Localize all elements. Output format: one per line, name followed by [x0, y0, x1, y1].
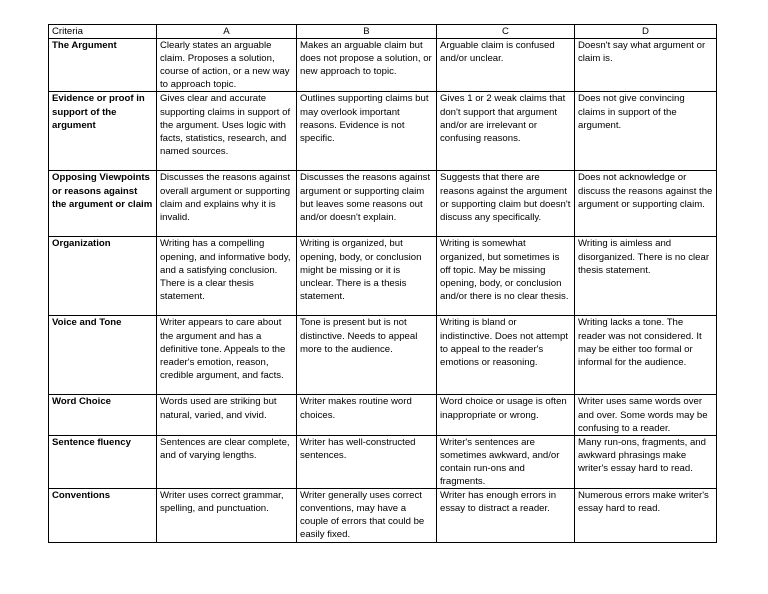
grade-d-cell: Writer uses same words over and over. Some words may be confusing to a reader.	[575, 395, 717, 435]
grade-d-cell: Numerous errors make writer's essay hard to read.	[575, 489, 717, 542]
grade-a-cell: Writer appears to care about the argument and has a definitive tone. Appeals to the reader's emotion, reason, credible argument, and facts.	[157, 316, 297, 395]
table-row	[49, 39, 717, 92]
header-row	[49, 25, 717, 39]
grade-a-cell: Words used are striking but natural, varied, and vivid.	[157, 395, 297, 435]
header-grade-d: D	[575, 25, 717, 39]
header-grade-c: C	[437, 25, 575, 39]
header-grade-a: A	[157, 25, 297, 39]
grade-d-cell: Many run-ons, fragments, and awkward phrasings make writer's essay hard to read.	[575, 435, 717, 488]
grade-c-cell: Arguable claim is confused and/or unclear.	[437, 39, 575, 92]
grade-a-cell: Writing has a compelling opening, and informative body, and a satisfying conclusion. There is a clear thesis statement.	[157, 237, 297, 316]
table-row	[49, 316, 717, 395]
grade-a-cell: Clearly states an arguable claim. Proposes a solution, course of action, or a new way to approach topic.	[157, 39, 297, 92]
grade-a-cell: Writer uses correct grammar, spelling, and punctuation.	[157, 489, 297, 542]
table-row	[49, 171, 717, 237]
grade-c-cell: Writer's sentences are sometimes awkward, and/or contain run-ons and fragments.	[437, 435, 575, 488]
grade-b-cell: Discusses the reasons against argument or supporting claim but leaves some reasons out and/or doesn't explain.	[297, 171, 437, 237]
criteria-label: Sentence fluency	[49, 435, 157, 488]
grade-b-cell: Writer generally uses correct conventions, may have a couple of errors that could be easily fixed.	[297, 489, 437, 542]
grade-b-cell: Tone is present but is not distinctive. Needs to appeal more to the audience.	[297, 316, 437, 395]
grade-d-cell: Does not acknowledge or discuss the reasons against the argument or supporting claim.	[575, 171, 717, 237]
grade-a-cell: Gives clear and accurate supporting claims in support of the argument. Uses logic with facts, statistics, research, and named sources.	[157, 92, 297, 171]
header-criteria: Criteria	[49, 25, 157, 39]
grade-d-cell: Writing is aimless and disorganized. There is no clear thesis statement.	[575, 237, 717, 316]
table-row	[49, 92, 717, 171]
grade-b-cell: Outlines supporting claims but may overlook important reasons. Evidence is not specific.	[297, 92, 437, 171]
table-row	[49, 435, 717, 488]
grade-b-cell: Writer makes routine word choices.	[297, 395, 437, 435]
grade-c-cell: Gives 1 or 2 weak claims that don't support that argument and/or are irrelevant or confusing reasons.	[437, 92, 575, 171]
grade-b-cell: Writer has well-constructed sentences.	[297, 435, 437, 488]
grade-c-cell: Word choice or usage is often inappropriate or wrong.	[437, 395, 575, 435]
grade-a-cell: Sentences are clear complete, and of varying lengths.	[157, 435, 297, 488]
rubric-table	[48, 24, 717, 543]
criteria-label: Evidence or proof in support of the argument	[49, 92, 157, 171]
grade-d-cell: Writing lacks a tone. The reader was not considered. It may be either too formal or informal for the audience.	[575, 316, 717, 395]
header-grade-b: B	[297, 25, 437, 39]
grade-c-cell: Suggests that there are reasons against the argument or supporting claim but doesn't discuss any specifically.	[437, 171, 575, 237]
table-row	[49, 489, 717, 542]
rubric-header	[49, 25, 717, 39]
grade-a-cell: Discusses the reasons against overall argument or supporting claim and explains why it is invalid.	[157, 171, 297, 237]
criteria-label: Voice and Tone	[49, 316, 157, 395]
criteria-label: Word Choice	[49, 395, 157, 435]
grade-c-cell: Writing is somewhat organized, but sometimes is off topic. May be missing opening, body, or conclusion and/or there is no clear thesis.	[437, 237, 575, 316]
grade-c-cell: Writer has enough errors in essay to distract a reader.	[437, 489, 575, 542]
criteria-label: Opposing Viewpoints or reasons against the argument or claim	[49, 171, 157, 237]
table-row	[49, 395, 717, 435]
grade-d-cell: Does not give convincing claims in support of the argument.	[575, 92, 717, 171]
criteria-label: Organization	[49, 237, 157, 316]
criteria-label: The Argument	[49, 39, 157, 92]
criteria-label: Conventions	[49, 489, 157, 542]
grade-d-cell: Doesn't say what argument or claim is.	[575, 39, 717, 92]
table-row	[49, 237, 717, 316]
rubric-body	[49, 39, 717, 542]
grade-c-cell: Writing is bland or indistinctive. Does not attempt to appeal to the reader's emotions or reasoning.	[437, 316, 575, 395]
grade-b-cell: Writing is organized, but opening, body, or conclusion might be missing or it is unclear. There is a thesis statement.	[297, 237, 437, 316]
grade-b-cell: Makes an arguable claim but does not propose a solution, or new approach to topic.	[297, 39, 437, 92]
